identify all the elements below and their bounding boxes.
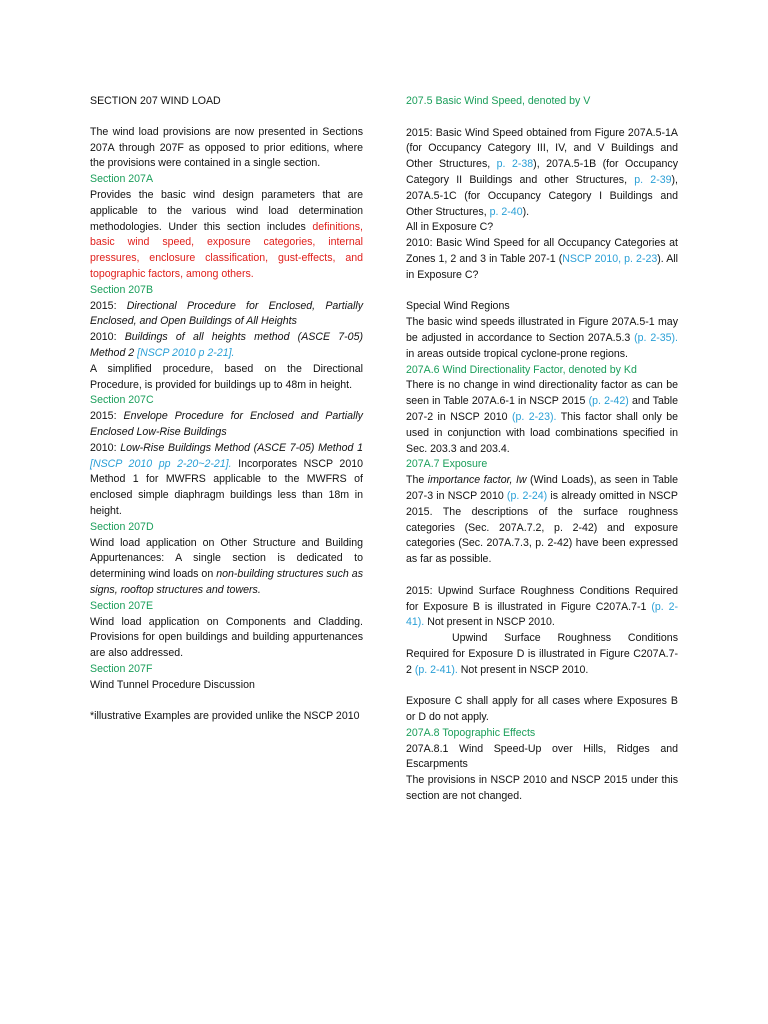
page-reference-link[interactable]: (p. 2-41). (406, 600, 678, 629)
nscp-reference-link[interactable]: [NSCP 2010 pp 2-20~2-21]. (90, 457, 232, 470)
special-wind-regions-text: The basic wind speeds illustrated in Figure 207A.5-1 may be adjusted in accordance to Section 207A.5.3 (p. 2-35). in areas outside tropical cyclone-prone regions. (406, 316, 678, 360)
section-title: SECTION 207 WIND LOAD (90, 95, 221, 107)
section-207e-heading: Section 207E (90, 599, 154, 612)
page-reference-link[interactable]: (p. 2-24) (506, 489, 548, 502)
section-207a6-text: There is no change in wind directionality factor as can be seen in Table 207A.6-1 in NSCP 2015 (p. 2-42) and Table 207-2 in NSCP 2010 (p. 2-23). This factor shall only be used in conjunction with load combinations specified in Sec. 203.3 and 203.4. (406, 379, 679, 455)
section-207d-text: Wind load application on Other Structure and Building Appurtenances: A single section is dedicated to determining wind loads on non-building structures such as signs, rooftop structures and towers. (90, 536, 363, 596)
section-207a-heading: Section 207A (90, 173, 154, 186)
page-reference-link[interactable]: (p. 2-41). (414, 663, 458, 676)
section-207a8-subheading: 207A.8.1 Wind Speed-Up over Hills, Ridges and Escarpments (406, 742, 678, 771)
section-207b-2015: 2015: Directional Procedure for Enclosed, Partially Enclosed, and Open Buildings of All Heights (90, 299, 363, 328)
section-207a7-text: The importance factor, Iw (Wind Loads), as seen in Table 207-3 in NSCP 2010 (p. 2-24) is already omitted in NSCP 2015. The descriptions of the surface roughness categories (Sec. 207A.7.2, p. 2-42) and exposure categories (Sec. 207A.7.3, p. 2-42) have been expressed as far as possible. (406, 474, 679, 566)
section-207e-text: Wind load application on Components and Cladding. Provisions for open buildings and building appurtenances are also addressed. (90, 615, 363, 660)
section-207c-2010: 2010: Low-Rise Buildings Method (ASCE 7-05) Method 1 [NSCP 2010 pp 2-20~2-21]. Incorporates NSCP 2010 Method 1 for MWFRS applicable to the MWFRS of enclosed simple diaphragm buildings less than 18m in height. (90, 441, 363, 517)
section-207d-heading: Section 207D (90, 520, 154, 533)
section-207f-text: Wind Tunnel Procedure Discussion (90, 678, 255, 691)
left-column (90, 94, 363, 725)
section-207a6-heading: 207A.6 Wind Directionality Factor, denoted by Kd (406, 363, 637, 376)
section-2075-text-2010: 2010: Basic Wind Speed for all Occupancy Categories at Zones 1, 2 and 3 in Table 207-1 (NSCP 2010, p. 2-23). All in Exposure C? (406, 237, 678, 281)
page-reference-link[interactable]: p. 2-40 (489, 205, 523, 218)
intro-paragraph: The wind load provisions are now presented in Sections 207A through 207F as opposed to prior editions, where the provisions were contained in a single section. (90, 125, 363, 170)
nscp-reference-link[interactable]: [NSCP 2010 p 2-21]. (137, 346, 235, 359)
section-207b-2010: 2010: Buildings of all heights method (ASCE 7-05) Method 2 [NSCP 2010 p 2-21]. (90, 331, 363, 359)
section-207b-heading: Section 207B (90, 283, 154, 296)
exposure-c-text: Exposure C shall apply for all cases where Exposures B or D do not apply. (406, 695, 678, 724)
section-207c-2015: 2015: Envelope Procedure for Enclosed and Partially Enclosed Low-Rise Buildings (90, 410, 363, 438)
exposure-b-text: 2015: Upwind Surface Roughness Conditions Required for Exposure B is illustrated in Figure C207A.7-1 (p. 2-41). Not present in NSCP 2010. (406, 584, 678, 629)
section-207f-heading: Section 207F (90, 662, 153, 675)
section-2075-text-2015: 2015: Basic Wind Speed obtained from Figure 207A.5-1A (for Occupancy Category III, IV, and V Buildings and Other Structures, p. 2-38), 207A.5-1B (for Occupancy Category II Buildings and other Structures, p. 2-39), 207A.5-1C (for Occupancy Category I Buildings and Other Structures, p. 2-40). (406, 126, 678, 218)
section-207a8-text: The provisions in NSCP 2010 and NSCP 2015 under this section are not changed. (406, 774, 678, 803)
exposure-d-text: Upwind Surface Roughness Conditions Required for Exposure D is illustrated in Figure C207A.7-2 (p. 2-41). Not present in NSCP 2010. (406, 632, 678, 676)
section-207a-highlight: definitions, basic wind speed, exposure categories, internal pressures, enclosure classification, gust-effects, and topographic factors, among others. (90, 220, 363, 280)
page-reference-link[interactable]: p. 2-38 (496, 158, 534, 171)
section-207a8-heading: 207A.8 Topographic Effects (406, 726, 536, 739)
section-207a-text: Provides the basic wind design parameters that are applicable to the various wind load determination methodologies. Under this section includes definitions, basic wind speed, exposure categories, internal pressures, enclosure classification, gust-effects, and topographic factors, among others. (90, 188, 363, 280)
examples-note: *illustrative Examples are provided unlike the NSCP 2010 (90, 710, 360, 723)
page-reference-link[interactable]: (p. 2-35). (634, 331, 678, 344)
page-reference-link[interactable]: (p. 2-23). (511, 410, 557, 423)
special-wind-regions-heading: Special Wind Regions (406, 300, 510, 313)
section-207b-text: A simplified procedure, based on the Directional Procedure, is provided for buildings up to 48m in height. (90, 362, 363, 391)
page-reference-link[interactable]: p. 2-39 (634, 173, 672, 186)
section-207c-heading: Section 207C (90, 394, 154, 407)
page-reference-link[interactable]: (p. 2-42) (588, 395, 629, 408)
section-207a7-heading: 207A.7 Exposure (406, 458, 488, 471)
exposure-c-question: All in Exposure C? (406, 221, 494, 234)
section-2075-heading: 207.5 Basic Wind Speed, denoted by V (406, 95, 591, 107)
page-reference-link[interactable]: NSCP 2010, p. 2-23 (562, 252, 658, 265)
right-column (406, 94, 678, 805)
